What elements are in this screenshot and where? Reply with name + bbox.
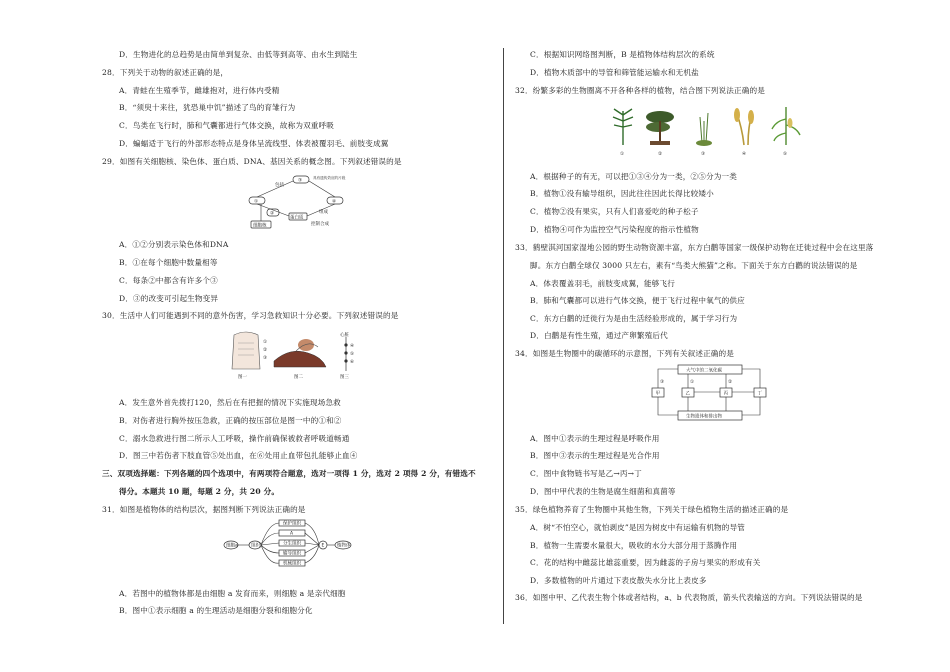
- node-2-label: ②: [270, 211, 275, 217]
- cell-a-label: 细胞a: [226, 543, 238, 549]
- tissue-item-5-label: 机械组织: [283, 561, 301, 567]
- q31-plant-structure-figure: [223, 519, 353, 571]
- remains-label: 生物遗体和排出物: [686, 414, 722, 420]
- plant-label-2: ②: [658, 152, 663, 157]
- tissue-item-3-label: 分生组织: [283, 541, 301, 547]
- e-label: E: [321, 543, 325, 549]
- q35-option-b: B．植物一生需要水量很大，吸收的水分大部分用于蒸腾作用: [530, 541, 738, 550]
- q33-option-a: A．体表覆盖羽毛，前肢变成翼，能够飞行: [530, 279, 676, 288]
- marker-6: ⑥: [350, 360, 355, 365]
- caption-figure-3: 图三: [340, 375, 349, 380]
- q32-option-a: A．根据种子的有无，可以把①③④分为一类，②⑤分为一类: [530, 172, 737, 181]
- q30-first-aid-figure: [230, 331, 370, 381]
- q30-option-c: C．溺水急救进行图二所示人工呼吸，操作前确保被救者呼吸道畅通: [119, 434, 350, 443]
- q33-stem: 33．鹤壁淇河国家湿地公园的野生动物资源丰富，东方白鹳等国家一级保护动物在迁徙过程中会在这里落: [515, 243, 874, 252]
- q34-option-b: B．图中③表示的生理过程是光合作用: [530, 451, 660, 460]
- figure-2-rescue-breathing: [274, 339, 326, 380]
- q34-option-a: A．图中①表示的生理过程是呼吸作用: [530, 434, 660, 443]
- organ-arrows: [305, 523, 319, 563]
- yi-label: 乙: [685, 391, 690, 397]
- q27-option-d: D．生物进化的总趋势是由简单到复杂、由低等到高等、由水生到陆生: [119, 50, 358, 59]
- q35-option-a: A．树“不怕空心，就怕剥皮”是因为树皮中有运输有机物的导管: [530, 523, 746, 532]
- q31-option-d: D．植物木质部中的导管和筛管能运输水和无机盐: [530, 68, 699, 77]
- q29-option-c: C．每条②中都含有许多个③: [119, 276, 218, 285]
- plant-corn: [772, 107, 800, 157]
- plant-label-4: ④: [742, 152, 747, 157]
- plant-pine-bonsai: [646, 111, 674, 157]
- q35-option-d: D．多数植物的叶片通过下表皮散失水分比上表皮多: [530, 576, 707, 585]
- plant-fern: [613, 109, 633, 157]
- q31-stem: 31．如图是植物体的结构层次，据图判断下列说法正确的是: [102, 505, 306, 514]
- figure-3-blood-vessel: [340, 331, 354, 380]
- marker-4: ④: [350, 344, 355, 349]
- q29-option-a: A．①②分别表示染色体和DNA: [119, 240, 229, 249]
- q30-option-b: B．对伤者进行胸外按压急救，正确的按压部位是图一中的①和②: [119, 416, 342, 425]
- plant-label-3: ③: [701, 152, 706, 157]
- q36-stem: 36．如图中甲、乙代表生物个体或者结构，a、b 代表物质，箭头代表输送的方向。下列说法错误的是: [515, 593, 863, 602]
- q34-stem: 34．如图是生物圈中的碳循环的示意图，下列有关叙述正确的是: [515, 349, 735, 358]
- q35-stem: 35．绿色植物养育了生物圈中其他生物，下列关于绿色植物生活的描述正确的是: [515, 505, 789, 514]
- q31-option-a: A．若图中的植物体都是由细胞 a 发育而来，则细胞 a 是亲代细胞: [119, 589, 346, 598]
- marker-2: ②: [263, 348, 268, 353]
- q29-stem: 29．如图有关细胞核、染色体、蛋白质、DNA、基因关系的概念图。下列叙述错误的是: [102, 157, 402, 166]
- q35-option-c: C．花的结构中雌蕊比雄蕊重要，因为雌蕊的子房与果实的形成有关: [530, 558, 761, 567]
- label-gene-segment: 具有遗传效应的片段: [313, 176, 346, 180]
- q33-stem-cont: 脚。东方白鹳全球仅 3000 只左右，素有“鸟类大熊猫”之称。下面关于东方白鹳的说法错误的是: [530, 261, 858, 270]
- plant-wheat: [734, 108, 754, 157]
- process-3: ③: [660, 380, 665, 385]
- tissue-item-2-label: A: [290, 531, 294, 537]
- label-include: 包括: [275, 183, 284, 188]
- process-2: ②: [728, 380, 733, 385]
- q34-carbon-cycle-figure: [650, 363, 780, 425]
- tissue-arrows: [261, 523, 279, 563]
- q29-concept-map: [245, 173, 357, 231]
- atmosphere-co2-label: 大气中的二氧化碳: [686, 368, 722, 374]
- tissue-label: 组织: [251, 543, 260, 549]
- q29-option-b: B．①在每个细胞中数量相等: [119, 258, 218, 267]
- plant-label-1: ①: [620, 152, 625, 157]
- caption-figure-1: 图一: [238, 375, 247, 380]
- ding-label: 丁: [757, 391, 762, 397]
- process-1: ①: [690, 380, 695, 385]
- q32-stem: 32．纷繁多彩的生物圈离不开各种各样的植物，结合图下列说法正确的是: [515, 86, 766, 95]
- figure-1-chest: [232, 332, 267, 380]
- label-control: 控制合成: [311, 222, 329, 227]
- column-divider: [503, 48, 504, 624]
- q34-option-c: C．图中食物链书写是乙→丙→丁: [530, 469, 642, 478]
- q32-option-d: D．植物④可作为监控空气污染程度的指示性植物: [530, 225, 699, 234]
- section-3-heading-cont: 得分。本题共 10 题，每题 2 分，共 20 分。: [119, 487, 280, 496]
- q28-option-d: D．蝙蝠适于飞行的外部形态特点是身体呈流线型、体表被覆羽毛、前肢变成翼: [119, 139, 389, 148]
- node-1-label: ①: [254, 199, 259, 205]
- heart-label: 心脏: [340, 333, 349, 338]
- q29-option-d: D．③的改变可引起生物变异: [119, 294, 219, 303]
- marker-5: ⑤: [350, 352, 355, 357]
- cycle-arrows: [655, 369, 760, 415]
- caption-figure-2: 图二: [294, 375, 303, 380]
- plant-label: 植物体: [337, 543, 351, 549]
- protein-label: 蛋白质: [290, 215, 304, 221]
- q32-option-c: C．植物②没有果实，只有人们喜爱吃的种子松子: [530, 207, 699, 216]
- tissue-item-4-label: 输导组织: [283, 551, 301, 557]
- node-3-label: ③: [298, 178, 303, 184]
- q34-option-d: D．图中甲代表的生物是腐生细菌和真菌等: [530, 487, 676, 496]
- jia-label: 甲: [655, 391, 660, 397]
- marker-1: ①: [263, 340, 268, 345]
- plant-label-5: ⑤: [783, 152, 788, 157]
- q28-stem: 28．下列关于动物的叙述正确的是，: [102, 68, 229, 77]
- q31-option-c: C．根据知识网络图判断，B 是植物体结构层次的系统: [530, 50, 715, 59]
- marker-3: ③: [263, 356, 268, 361]
- q31-option-b: B．图中①表示细胞 a 的生理活动是细胞分裂和细胞分化: [119, 606, 313, 615]
- tissue-item-1-label: 保护组织: [283, 521, 301, 527]
- bing-label: 丙: [723, 391, 728, 397]
- cell-nucleus-label: 细胞核: [253, 223, 267, 229]
- q32-option-b: B．植物①没有输导组织，因此往往因此长得比较矮小: [530, 189, 714, 198]
- q28-option-a: A．青蛙在生殖季节，雌雄抱对，进行体内受精: [119, 86, 280, 95]
- q30-option-a: A．发生意外首先拨打120，然后在有把握的情况下实施现场急救: [119, 398, 341, 407]
- q33-option-d: D．白鹳是有性生殖，通过产卵繁殖后代: [530, 331, 668, 340]
- plant-moss: [696, 113, 712, 157]
- q30-option-d: D．图三中若伤者下肢血管⑤处出血，在⑥处用止血带包扎能够止血④: [119, 451, 358, 460]
- q28-option-c: C．鸟类在飞行时，肺和气囊都进行气体交换，故称为双重呼吸: [119, 121, 335, 130]
- q32-plants-figure: [608, 103, 808, 158]
- q28-option-b: B．“须臾十来往，犹恐巢中饥”描述了鸟的育雏行为: [119, 103, 296, 112]
- q33-option-b: B．肺和气囊都可以进行气体交换，便于飞行过程中氧气的供应: [530, 296, 745, 305]
- q30-stem: 30．生活中人们可能遇到不同的意外伤害，学习急救知识十分必要。下列叙述错误的是: [102, 311, 399, 320]
- label-compose: 组成: [319, 210, 328, 215]
- q33-option-c: C．东方白鹳的迁徙行为是由生活经验形成的，属于学习行为: [530, 314, 738, 323]
- section-3-heading: 三、双项选择题：下列各题的四个选项中，有两项符合题意，选对一项得 1 分，选对 2 项得 2 分，有错选不: [102, 469, 476, 478]
- node-4-label: ④: [332, 199, 337, 205]
